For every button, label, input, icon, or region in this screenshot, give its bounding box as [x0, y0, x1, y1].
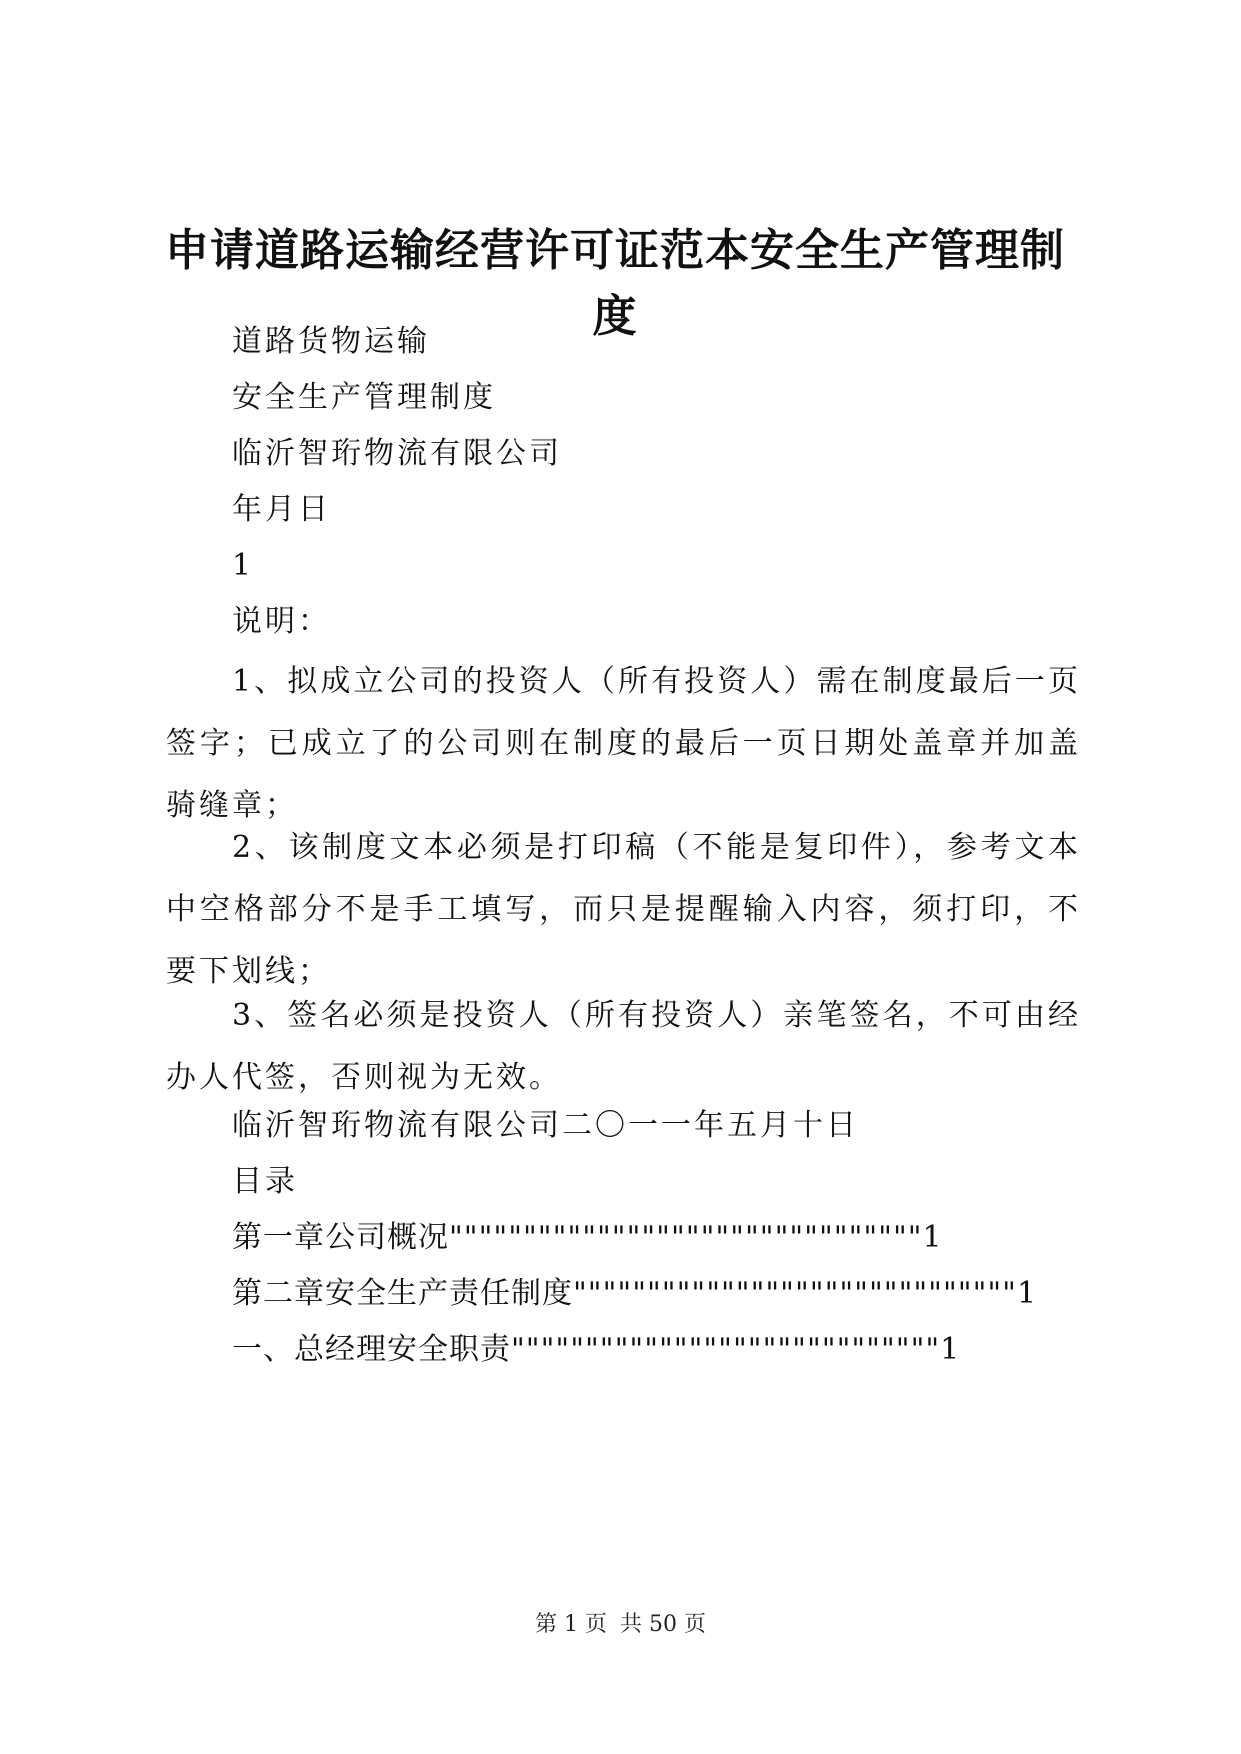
signature-line: 临沂智珩物流有限公司二〇一一年五月十日 — [232, 1108, 859, 1143]
footer-total-label: 共 50 页 — [620, 1612, 706, 1637]
company-name: 临沂智珩物流有限公司 — [232, 436, 562, 471]
page-number-text: 1 — [232, 548, 255, 583]
toc-entry-3: 一、总经理安全职责"""""""""""""""""""""""""""""1 — [232, 1332, 961, 1367]
document-title: 申请道路运输经营许可证范本安全生产管理制度 — [165, 225, 1065, 342]
date-placeholder: 年月日 — [232, 492, 331, 527]
subtitle-line-1: 道路货物运输 — [232, 324, 430, 359]
note-paragraph-3: 3、签名必须是投资人（所有投资人）亲笔签名，不可由经办人代签，否则视为无效。 — [166, 998, 1081, 1095]
toc-entry-1: 第一章公司概况""""""""""""""""""""""""""""""""1 — [232, 1220, 943, 1255]
notes-heading: 说明： — [232, 604, 331, 639]
toc-entry-2: 第二章安全生产责任制度""""""""""""""""""""""""""""""1 — [232, 1276, 1038, 1311]
subtitle-line-2: 安全生产管理制度 — [232, 380, 496, 415]
note-paragraph-1: 1、拟成立公司的投资人（所有投资人）需在制度最后一页签字；已成立了的公司则在制度的最后一页日期处盖章并加盖骑缝章； — [166, 664, 1081, 823]
toc-heading: 目录 — [232, 1164, 298, 1199]
note-paragraph-2: 2、该制度文本必须是打印稿（不能是复印件），参考文本中空格部分不是手工填写，而只是提醒输入内容，须打印，不要下划线； — [166, 830, 1081, 989]
page-footer — [0, 1610, 1241, 1640]
footer-page-label: 第 1 页 — [535, 1612, 607, 1637]
